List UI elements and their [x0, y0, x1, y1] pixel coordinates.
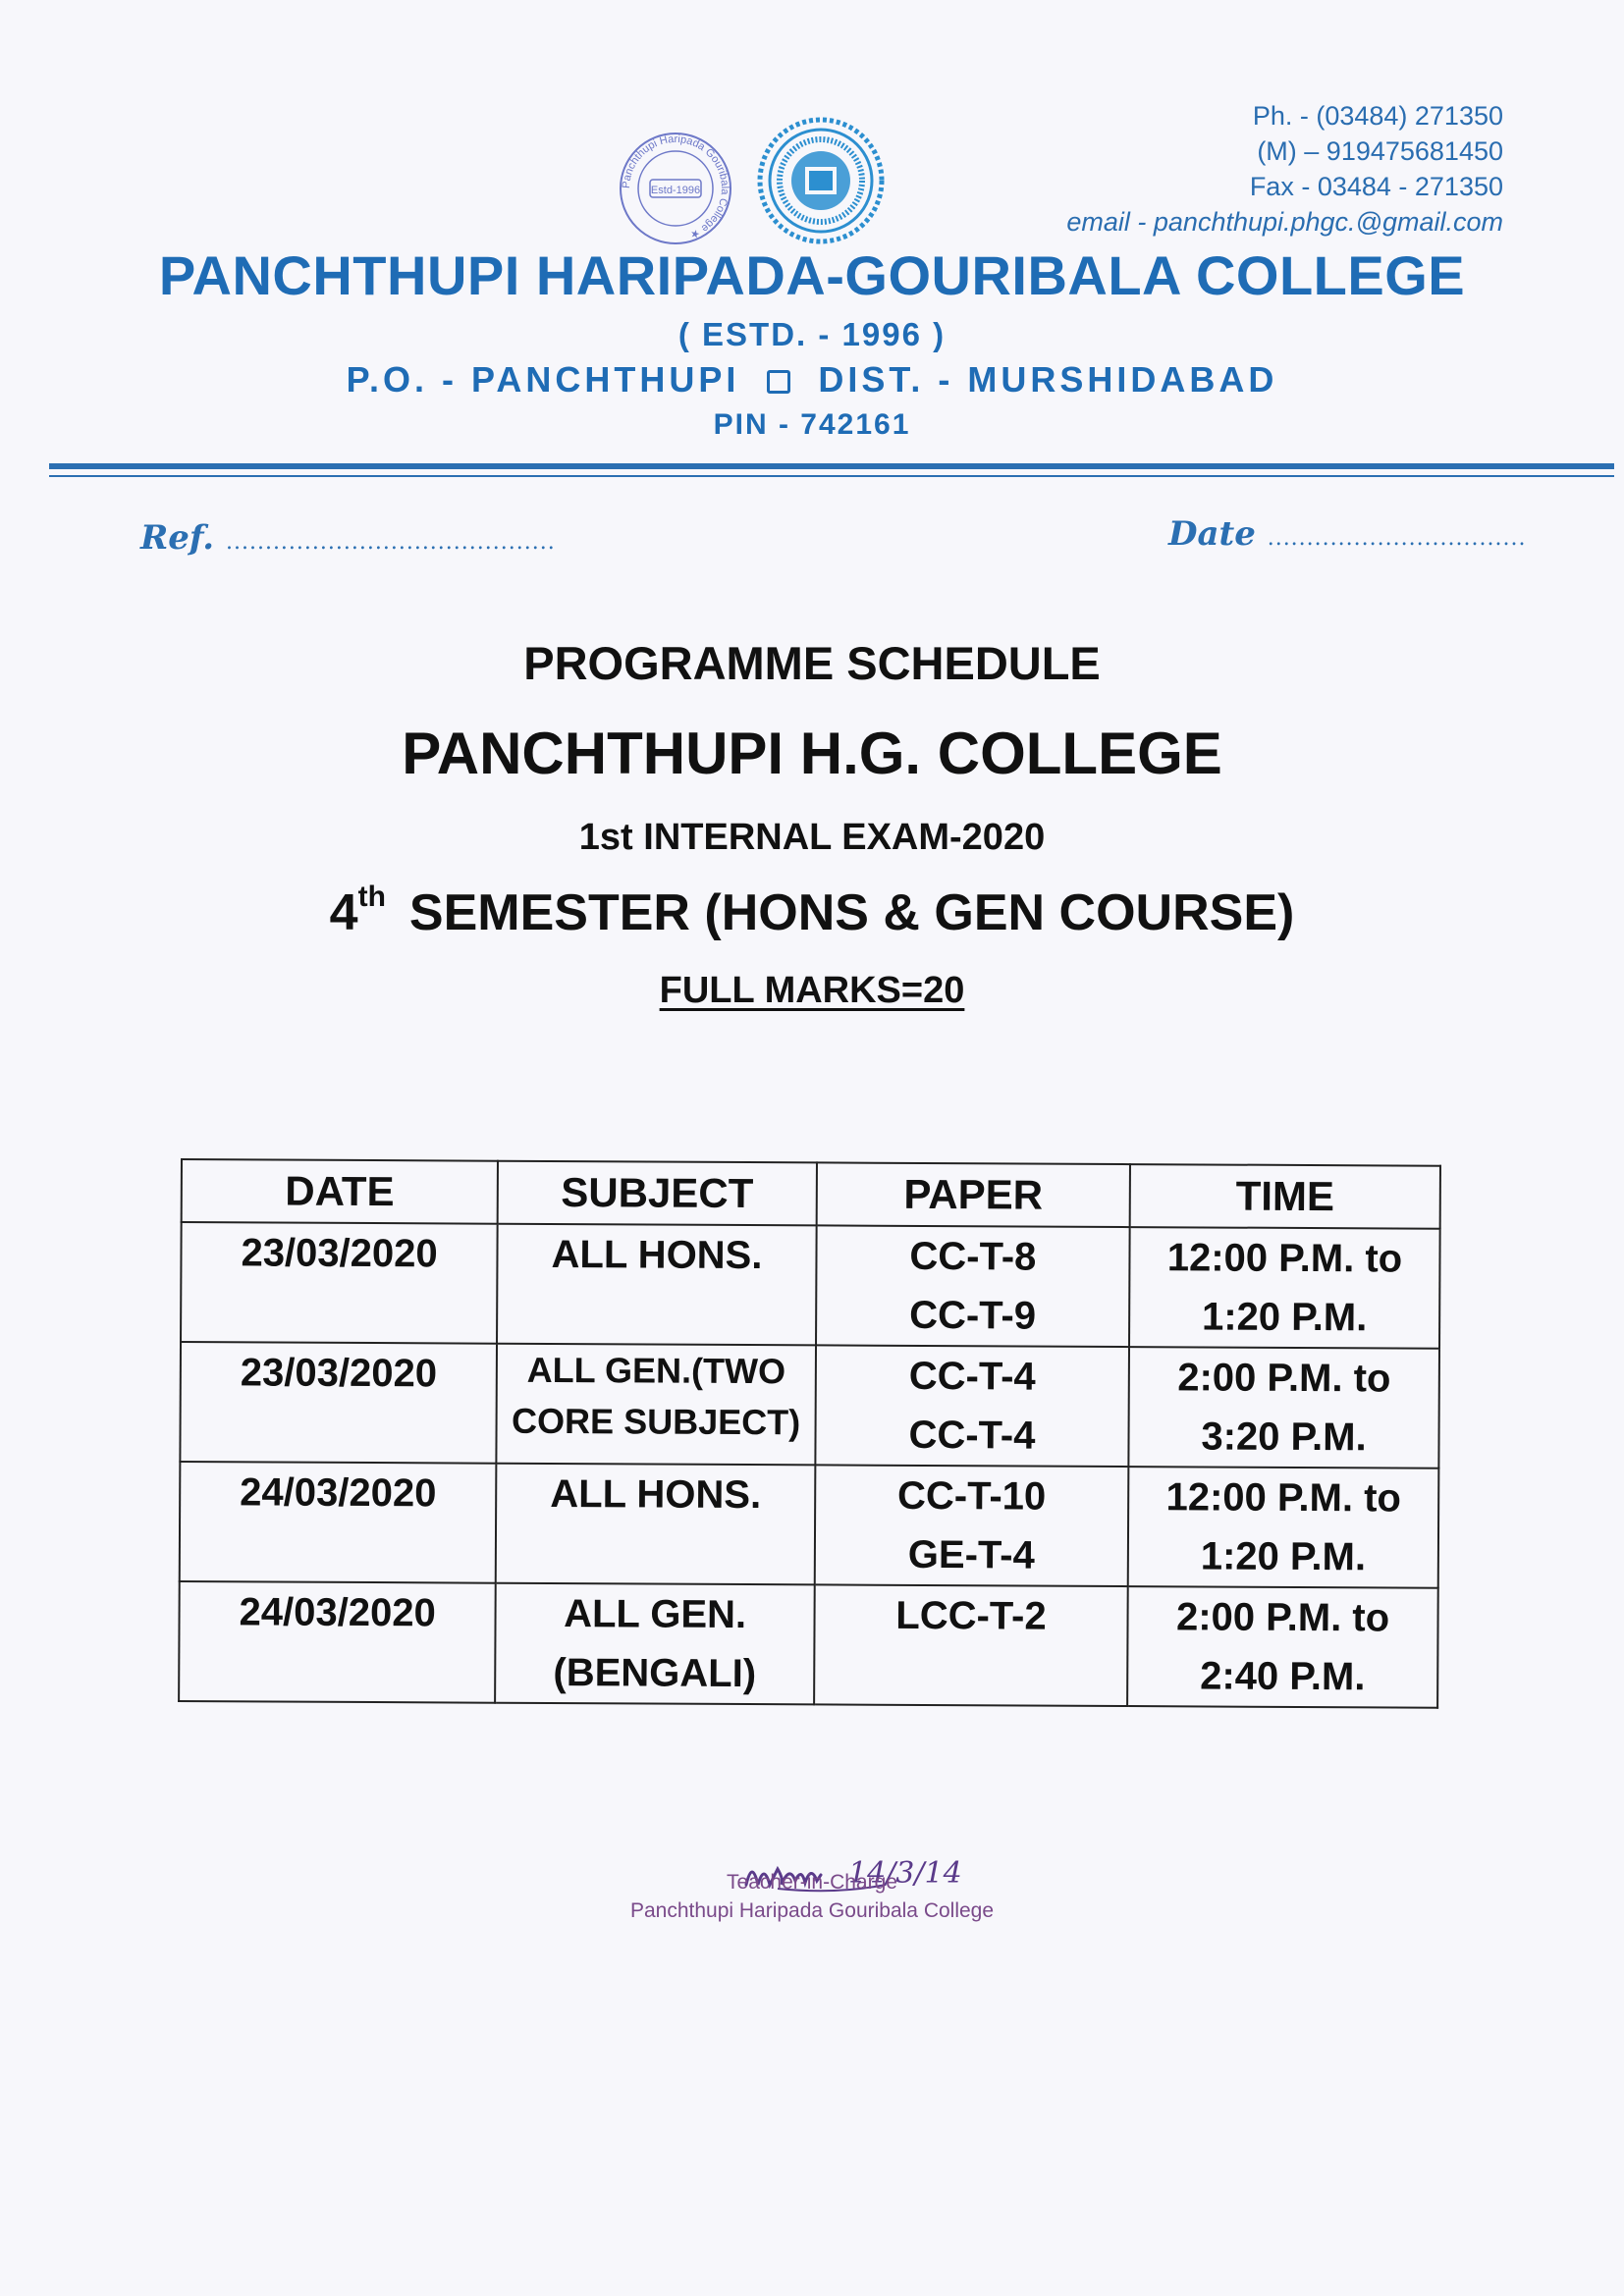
- semester-text: SEMESTER (HONS & GEN COURSE): [408, 884, 1295, 941]
- college-seal-stamps: [607, 110, 892, 247]
- table-row: [180, 1342, 1439, 1468]
- cell-date: 24/03/2020: [180, 1462, 497, 1583]
- table-row: [180, 1462, 1439, 1588]
- fax-number: Fax - 03484 - 271350: [1249, 172, 1503, 201]
- email-address: email - panchthupi.phgc.@gmail.com: [1066, 207, 1503, 237]
- cell-time: [1128, 1467, 1439, 1588]
- phone-number: Ph. - (03484) 271350: [1252, 101, 1503, 131]
- table-row: [179, 1581, 1438, 1708]
- pin-code: PIN - 742161: [713, 408, 911, 441]
- cell-paper: [815, 1345, 1129, 1467]
- time-line: 12:00 P.M. to: [1165, 1475, 1402, 1521]
- ref-field: [140, 518, 556, 558]
- table-row: [181, 1222, 1440, 1349]
- date-dots: .................................: [1267, 526, 1527, 551]
- subject-line: (BENGALI): [553, 1650, 757, 1696]
- cell-subject: [497, 1224, 816, 1346]
- cell-subject: [496, 1464, 815, 1585]
- signatory-title: Teacher-in-Charge: [727, 1871, 897, 1894]
- time-line: 3:20 P.M.: [1201, 1415, 1367, 1460]
- full-marks-text: FULL MARKS=20: [659, 970, 965, 1011]
- signature-date: 14/3/14: [848, 1856, 962, 1891]
- schedule-table: [178, 1158, 1441, 1709]
- time-line: 12:00 P.M. to: [1166, 1236, 1403, 1281]
- letterhead-divider-thick: [49, 463, 1614, 469]
- post-office: P.O. - PANCHTHUPI: [346, 359, 740, 400]
- time-line: 2:00 P.M. to: [1175, 1595, 1390, 1640]
- cell-time: [1129, 1227, 1440, 1349]
- cell-date: 23/03/2020: [181, 1222, 498, 1344]
- cell-date: 23/03/2020: [180, 1342, 497, 1464]
- address-line: [0, 359, 1624, 400]
- subject-line: ALL GEN.(TWO: [526, 1349, 786, 1392]
- paper-line: CC-T-8: [909, 1234, 1037, 1279]
- date-label: Date: [1168, 514, 1256, 554]
- ref-label: Ref.: [140, 518, 215, 558]
- ref-dots: ..........................................: [225, 530, 556, 555]
- subject-line: ALL GEN.: [564, 1592, 747, 1637]
- svg-text:Panchthupi Haripada Gouribala: Panchthupi Haripada Gouribala College ★: [620, 133, 731, 241]
- paper-line: CC-T-9: [909, 1293, 1037, 1338]
- subject-line: ALL HONS.: [551, 1232, 763, 1278]
- signatory-college: Panchthupi Haripada Gouribala College: [629, 1899, 995, 1922]
- college-heading: PANCHTHUPI H.G. COLLEGE: [402, 721, 1222, 786]
- paper-line: CC-T-4: [908, 1413, 1036, 1458]
- semester-number: 4: [329, 884, 358, 941]
- svg-text:Estd-1996: Estd-1996: [650, 185, 701, 196]
- time-line: 2:40 P.M.: [1200, 1654, 1366, 1699]
- contact-block: [1066, 98, 1503, 240]
- estd-seal-icon: [621, 133, 731, 243]
- college-emblem-icon: [760, 120, 882, 241]
- cell-paper: [814, 1584, 1128, 1706]
- establishment-year: ( ESTD. - 1996 ): [677, 316, 947, 352]
- date-field: [1168, 514, 1526, 554]
- paper-line: GE-T-4: [907, 1532, 1035, 1577]
- header-subject: SUBJECT: [498, 1161, 817, 1226]
- time-line: 1:20 P.M.: [1201, 1295, 1368, 1340]
- cell-time: [1127, 1586, 1438, 1708]
- cell-paper: [815, 1465, 1129, 1586]
- semester-suffix: th: [357, 880, 386, 913]
- college-name: PANCHTHUPI HARIPADA-GOURIBALA COLLEGE: [158, 244, 1466, 306]
- header-paper: PAPER: [816, 1162, 1130, 1227]
- mobile-number: (M) – 919475681450: [1257, 136, 1503, 166]
- time-line: 2:00 P.M. to: [1177, 1356, 1391, 1401]
- header-date: DATE: [182, 1159, 499, 1224]
- semester-heading: [0, 880, 1624, 942]
- table-header-row: [182, 1159, 1440, 1229]
- subject-line: ALL HONS.: [550, 1471, 762, 1518]
- paper-line: CC-T-4: [908, 1354, 1036, 1399]
- header-time: TIME: [1130, 1164, 1440, 1229]
- full-marks: [0, 970, 1624, 1012]
- cell-subject: [497, 1344, 816, 1466]
- cell-date: 24/03/2020: [179, 1581, 496, 1703]
- district: DIST. - MURSHIDABAD: [818, 359, 1278, 400]
- cell-time: [1128, 1347, 1439, 1468]
- cell-paper: [816, 1225, 1130, 1347]
- subject-line: CORE SUBJECT): [512, 1400, 801, 1443]
- cell-subject: [495, 1583, 814, 1705]
- schedule-title: PROGRAMME SCHEDULE: [523, 637, 1101, 689]
- paper-line: CC-T-10: [896, 1473, 1047, 1519]
- square-bullet-icon: [767, 370, 790, 394]
- exam-name: 1st INTERNAL EXAM-2020: [578, 817, 1046, 858]
- time-line: 1:20 P.M.: [1200, 1534, 1367, 1579]
- paper-line: LCC-T-2: [895, 1593, 1047, 1638]
- letterhead-divider-thin: [49, 475, 1614, 477]
